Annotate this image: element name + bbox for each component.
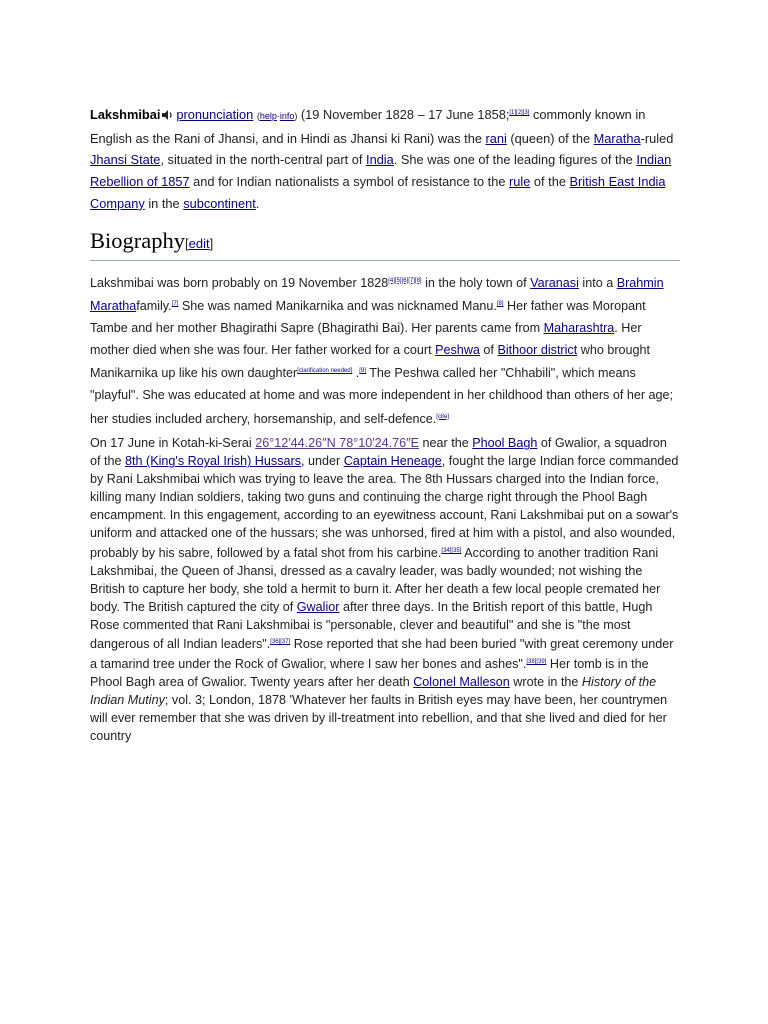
maharashtra-link[interactable]: Maharashtra — [543, 320, 615, 335]
body-text: . — [352, 366, 360, 381]
india-link[interactable]: India — [366, 152, 394, 168]
rule-link[interactable]: rule — [509, 174, 531, 190]
edit-link[interactable]: edit — [188, 235, 210, 251]
body-text: Rose reported that she had been buried "with great ceremony under a tamarind tree under the Rock of Gwalior, where I saw her bones and ashes". — [90, 637, 674, 672]
maratha-link[interactable]: Maratha — [90, 299, 137, 314]
peshwa-link[interactable]: Peshwa — [435, 342, 480, 357]
lead-text: , situated in the north-central part of — [160, 152, 367, 168]
pronunciation-link[interactable]: pronunciation — [176, 107, 254, 122]
article-subject: Lakshmibai — [90, 107, 161, 122]
body-text: . Her mother died when she was four. Her father worked for a court — [90, 320, 642, 357]
maratha-link[interactable]: Maratha — [593, 130, 641, 146]
body-text: near the — [419, 436, 473, 451]
book-title: History of the Indian Mutiny — [90, 675, 657, 708]
lead-text: . She was one of the leading figures of the — [393, 152, 637, 168]
body-text: Her father was Moropant Tambe and her mother Bhagirathi Sapre (Bhagirathi Bai). Her parents came from — [90, 299, 646, 335]
indian-rebellion-link[interactable]: Indian Rebellion of 1857 — [90, 152, 672, 190]
body-text: She was named Manikarnika and was nicknamed Manu. — [178, 299, 497, 314]
body-text: in the holy town of — [421, 275, 531, 290]
lead-text: (queen) of the — [506, 130, 594, 146]
help-info-group: (help·info) — [256, 111, 298, 121]
body-text: , fought the large Indian force commanded by Rani Lakshmibai which was trying to leave the area. The 8th Hussars charged into the Indian force, killing many Indian soldiers, taking two guns and continuing the charge right through the Phool Bagh encampment. In this engagement, according to an eyewitness account, Rani Lakshmibai put on a sowar's uniform and attacked one of the hussars; she was unhorsed, fired at him with a pistol, and also wounded, probably by his sabre, followed by a fatal shot from his carbine. — [90, 454, 679, 560]
lead-text: in the — [144, 195, 184, 211]
ref-link[interactable]: [36][37] — [270, 639, 291, 646]
body-text: Her tomb is in the Phool Bagh area of Gwalior. Twenty years after her death — [90, 657, 649, 690]
body-text: Lakshmibai was born probably on 19 November 1828 — [90, 275, 389, 290]
body-text: family. — [136, 299, 172, 314]
body-text: who brought Manikarnika up like his own daughter — [90, 342, 651, 381]
ref-link[interactable]: [8] — [496, 301, 504, 308]
body-text: The Peshwa called her "Chhabili", which means "playful". She was educated at home and was more independent in her childhood than others of her age; her studies included archery, horsemanship, and self-defence. — [90, 366, 674, 426]
lead-paragraph — [90, 103, 680, 215]
brahmin-link[interactable]: Brahmin — [616, 275, 664, 290]
colonel-malleson-link[interactable]: Colonel Malleson — [413, 675, 510, 690]
citation-needed-link[interactable]: [cite] — [436, 413, 449, 420]
jhansi-state-link[interactable]: Jhansi State — [90, 152, 161, 168]
edit-bracket: ] — [209, 235, 214, 251]
article-content — [90, 103, 680, 746]
body-text: ; vol. 3; London, 1878 'Whatever her faults in British eyes may have been, her countrymen will ever remember that she was driven by ill-treatment into rebellion, and that she lived and died for her country — [90, 693, 668, 743]
rani-link[interactable]: rani — [485, 130, 507, 146]
ref-link[interactable]: [1][2][3] — [509, 110, 530, 116]
body-text: wrote in the — [509, 675, 582, 690]
coordinates-link[interactable]: 26°12′44.26″N 78°10′24.76″E — [255, 436, 419, 451]
edit-section — [185, 236, 213, 251]
body-text: of Gwalior, a squadron of the — [90, 436, 667, 469]
lead-text: -ruled — [640, 130, 674, 146]
clarification-needed-link[interactable]: [clarification needed] — [297, 368, 353, 375]
varanasi-link[interactable]: Varanasi — [530, 275, 579, 290]
edit-bracket: [ — [185, 235, 189, 251]
biography-paragraph-2 — [90, 435, 680, 745]
ref-link[interactable]: [7] — [171, 301, 179, 308]
section-heading-biography — [90, 227, 680, 261]
body-text: of — [479, 342, 498, 357]
phool-bagh-link[interactable]: Phool Bagh — [472, 436, 538, 451]
section-title: Biography — [90, 227, 185, 253]
biography-paragraph-1 — [90, 271, 680, 431]
body-text: According to another tradition Rani Lakshmibai, the Queen of Jhansi, dressed as a cavalry leader, was badly wounded; not wishing the British to capture her body, she told a hermit to burn it. After her death a few local people cremated her body. The British captured the city of — [90, 545, 661, 614]
hussars-link[interactable]: 8th (King's Royal Irish) Hussars — [125, 454, 301, 469]
subcontinent-link[interactable]: subcontinent — [183, 195, 256, 211]
lead-text: . — [255, 195, 260, 211]
bithoor-district-link[interactable]: Bithoor district — [497, 342, 578, 357]
speaker-icon[interactable] — [162, 105, 174, 115]
lead-text: and for Indian nationalists a symbol of resistance to the — [189, 174, 510, 190]
lead-dates: (19 November 1828 – 17 June 1858; — [300, 107, 510, 122]
body-text: into a — [578, 275, 617, 290]
ref-link[interactable]: [38][39] — [526, 659, 547, 666]
ref-link[interactable]: [9] — [359, 368, 366, 375]
body-text: after three days. In the British report of this battle, Hugh Rose commented that Rani Lakshmibai is "personable, clever and beautiful" and she is "the most dangerous of all Indian leaders". — [90, 599, 653, 652]
ref-link[interactable]: [4][5][6][7][8] — [388, 277, 422, 284]
ref-link[interactable]: [34][35] — [441, 547, 462, 554]
info-link[interactable]: info — [279, 111, 295, 121]
body-text: On 17 June in Kotah-ki-Serai — [90, 436, 256, 451]
east-india-company-link[interactable]: British East India Company — [90, 174, 666, 211]
captain-heneage-link[interactable]: Captain Heneage — [343, 454, 442, 469]
lead-text: of the — [530, 174, 570, 190]
help-link[interactable]: help — [259, 111, 277, 121]
gwalior-link[interactable]: Gwalior — [296, 599, 340, 614]
body-text: , under — [301, 454, 344, 469]
lead-text: commonly known in English as the Rani of Jhansi, and in Hindi as Jhansi ki Rani) was the — [90, 107, 646, 146]
